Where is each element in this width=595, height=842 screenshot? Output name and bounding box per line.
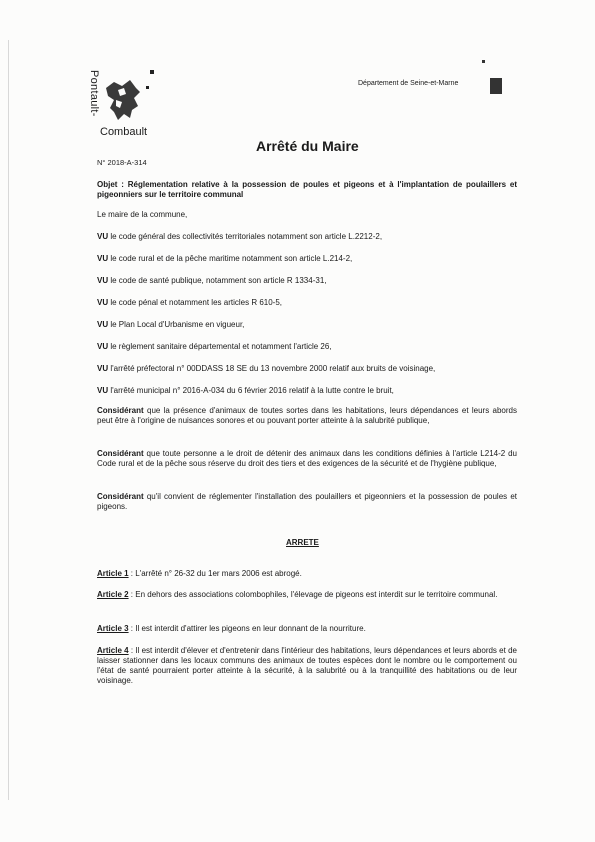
vu-line: VU le Plan Local d'Urbanisme en vigueur, (97, 320, 245, 329)
department-tick (482, 60, 485, 63)
article-paragraph: Article 3 : Il est interdit d'attirer les pigeons en leur donnant de la nourriture. (97, 624, 366, 633)
vu-line: VU l'arrêté préfectoral n° 00DDASS 18 SE du 13 novembre 2000 relatif aux bruits de voisinage, (97, 364, 436, 373)
vu-line: VU le code général des collectivités territoriales notamment son article L.2212-2, (97, 232, 383, 241)
logo-dot (146, 86, 149, 89)
vu-line: VU le code de santé publique, notamment son article R 1334-31, (97, 276, 327, 285)
logo-vertical-text: Pontault- (88, 70, 100, 117)
reference-number: N° 2018-A-314 (97, 158, 147, 167)
vu-line: VU le code rural et de la pêche maritime notamment son article L.214-2, (97, 254, 353, 263)
logo-dot (150, 70, 154, 74)
article-paragraph: Article 1 : L'arrêté n° 26-32 du 1er mars 2006 est abrogé. (97, 569, 302, 578)
considerant-paragraph: Considérant qu'il convient de réglementer l'installation des poulaillers et pigeonniers et la possession de poules et pigeons. (97, 492, 517, 511)
scan-edge-line (8, 40, 9, 800)
article-paragraph: Article 4 : Il est interdit d'élever et d'entretenir dans l'intérieur des habitations, leurs dépendances et leurs abords et de laisser stationner dans les locaux communs des animaux de toutes espèces dont le nombre ou le comportement ou l'état de santé pourraient porter atteinte à la sécurité, à la salubrité ou à la tranquillité des habitations ou de leur voisinage. (97, 646, 518, 685)
objet-text: Réglementation relative à la possession de poules et pigeons et à l'implantation de poulaillers et pigeonniers sur le territoire communal (97, 180, 517, 199)
department-label: Département de Seine-et-Marne (358, 80, 459, 87)
page-title: Arrêté du Maire (256, 138, 359, 154)
department-marker (490, 78, 502, 94)
vu-line: VU l'arrêté municipal n° 2016-A-034 du 6 février 2016 relatif à la lutte contre le bruit, (97, 386, 394, 395)
article-paragraph: Article 2 : En dehors des associations colombophiles, l'élevage de pigeons est interdit sur le territoire communal. (97, 590, 498, 599)
vu-line: VU le code pénal et notamment les articles R 610-5, (97, 298, 282, 307)
considerant-paragraph: Considérant que toute personne a le droit de détenir des animaux dans les conditions définies à l'article L214-2 du Code rural et de la pêche sous réserve du droit des tiers et des exigences de la sécurité et de l'hygiène publique, (97, 449, 517, 468)
arrete-heading: ARRETE (286, 538, 319, 547)
logo-bottom-text: Combault (100, 126, 148, 138)
vu-line: VU le règlement sanitaire départemental et notamment l'article 26, (97, 342, 332, 351)
objet-paragraph (97, 180, 517, 200)
intro-line: Le maire de la commune, (97, 210, 188, 219)
objet-label: Objet : (97, 180, 124, 189)
considerant-paragraph: Considérant que la présence d'animaux de toutes sortes dans les habitations, leurs dépendances et leurs abords peut être à l'origine de nuisances sonores et ou pouvant porter atteinte à la salubrité publique, (97, 406, 517, 425)
